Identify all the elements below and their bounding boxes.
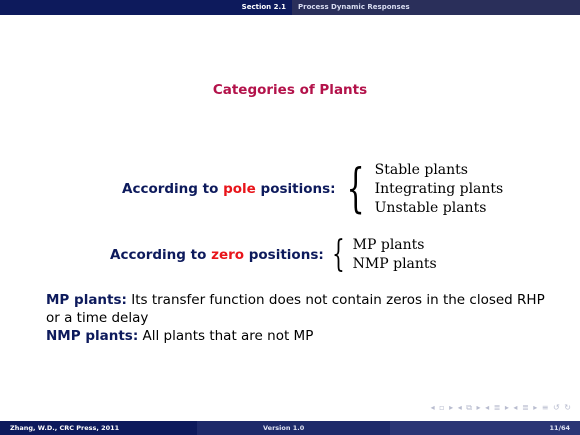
zero-category-label: According to zero positions: bbox=[110, 247, 324, 263]
pole-items bbox=[375, 161, 504, 218]
header-bar bbox=[0, 0, 580, 15]
list-item: Stable plants bbox=[374, 161, 468, 178]
pole-category-label: According to pole positions: bbox=[122, 181, 336, 197]
subsection-label[interactable]: Process Dynamic Responses bbox=[292, 0, 580, 15]
left-brace-icon: { bbox=[331, 234, 345, 275]
mp-definition: MP plants: Its transfer function does not contain zeros in the closed RHP or a time delay bbox=[46, 292, 545, 326]
list-item: Unstable plants bbox=[374, 199, 487, 216]
section-label[interactable]: Section 2.1 bbox=[0, 0, 292, 15]
zero-category bbox=[110, 233, 437, 277]
definitions bbox=[46, 291, 546, 345]
slide-title: Categories of Plants bbox=[212, 82, 368, 98]
left-brace-icon: { bbox=[345, 159, 365, 219]
footer-page-number: 11/64 bbox=[390, 421, 580, 435]
zero-items bbox=[353, 236, 437, 274]
footer-bar bbox=[0, 421, 580, 435]
list-item: MP plants bbox=[352, 237, 425, 253]
navigation-symbols[interactable]: ◂ ▫ ▸ ◂ ⧉ ▸ ◂ ≣ ▸ ◂ ≣ ▸ ≡ ↺ ↻ bbox=[430, 403, 572, 412]
zero-highlight: zero bbox=[211, 247, 245, 263]
footer-author: Zhang, W.D., CRC Press, 2011 bbox=[0, 421, 197, 435]
list-item: Integrating plants bbox=[374, 180, 504, 197]
pole-highlight: pole bbox=[223, 181, 256, 197]
pole-category bbox=[122, 157, 503, 221]
list-item: NMP plants bbox=[352, 256, 437, 272]
nmp-definition: NMP plants: All plants that are not MP bbox=[46, 328, 314, 344]
footer-version: Version 1.0 bbox=[197, 421, 390, 435]
